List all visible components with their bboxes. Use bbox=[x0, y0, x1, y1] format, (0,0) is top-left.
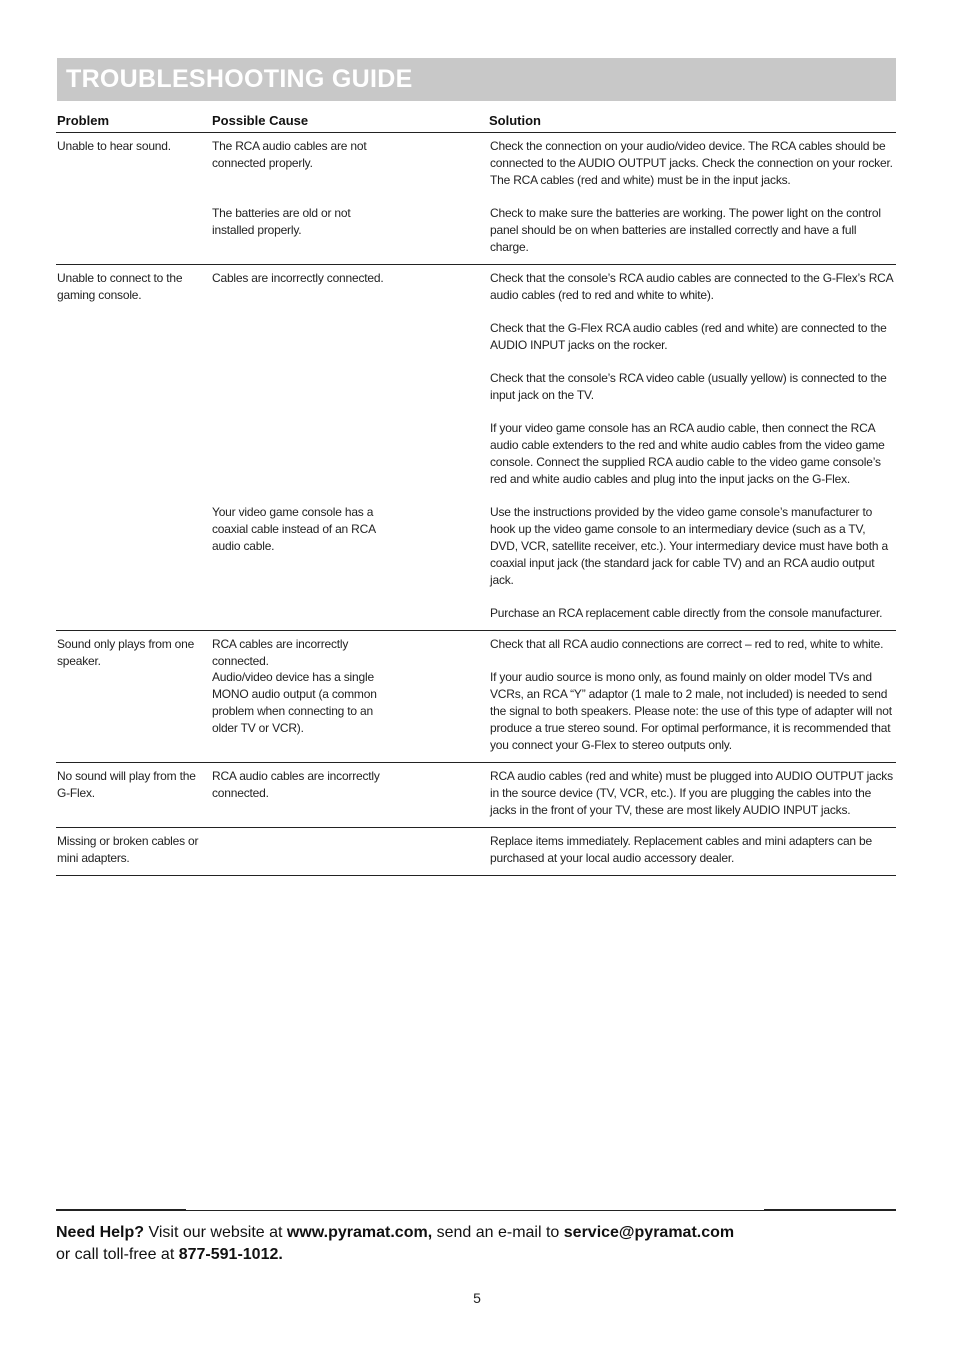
solution-cell bbox=[490, 270, 896, 488]
solution-cell bbox=[490, 138, 896, 189]
solution-text: Purchase an RCA replacement cable directly from the console manufacturer. bbox=[490, 606, 883, 620]
page-title: TROUBLESHOOTING GUIDE bbox=[66, 65, 413, 93]
help-footer bbox=[56, 1222, 906, 1266]
cause-row bbox=[56, 768, 896, 819]
table-row bbox=[56, 631, 896, 763]
need-help-label: Need Help? bbox=[56, 1224, 145, 1241]
solution-text: If your video game console has an RCA audio cable, then connect the RCA audio cable extenders to the red and white audio cables from the video game console. Connect the supplied RCA audio cable to the video game console’s red and white audio cables and plug into the input jacks on the G-Flex. bbox=[490, 421, 885, 486]
email-text: send an e-mail to bbox=[432, 1224, 564, 1241]
solution-text: If your audio source is mono only, as found mainly on older model TVs and VCRs, an RCA “Y” adaptor (1 male to 2 male, not included) is needed to send the signal to both speakers. Please note: the use of this type of adapter will not produce a true stereo sound. For optimal performance, it is recommended that you connect your G-Flex to stereo outputs only. bbox=[490, 670, 892, 752]
solution-text: Use the instructions provided by the video game console’s manufacturer to hook up the video game console to an intermediary device (such as a TV, DVD, VCR, satellite receiver, etc.). Your intermediary device must have both a coaxial input jack (the standard jack for cable TV) and an RCA audio output jack. bbox=[490, 505, 888, 587]
table-row bbox=[56, 265, 896, 631]
cause-row bbox=[56, 833, 896, 867]
solution-text: RCA audio cables (red and white) must be plugged into AUDIO OUTPUT jacks in the source device (TV, VCR, etc.). If you are plugging the cables into the jacks in the front of your TV, these are most likely AUDIO INPUT jacks. bbox=[490, 769, 893, 817]
solution-text: Replace items immediately. Replacement cables and mini adapters can be purchased at your local audio accessory dealer. bbox=[490, 834, 872, 865]
cause-cell: RCA cables are incorrectly connected. bbox=[212, 637, 349, 668]
solution-cell bbox=[490, 504, 896, 622]
cause-row bbox=[56, 669, 896, 754]
problem-cell: No sound will play from the G-Flex. bbox=[57, 769, 196, 800]
cause-row bbox=[56, 636, 896, 668]
solution-text: Check that the console’s RCA video cable (usually yellow) is connected to the input jack on the TV. bbox=[490, 371, 887, 402]
solution-cell bbox=[490, 205, 896, 256]
solution-text: Check the connection on your audio/video device. The RCA cables should be connected to the AUDIO OUTPUT jacks. Check the connection on your rocker. The RCA cables (red and white) must be in the input jacks. bbox=[490, 139, 893, 187]
solution-cell bbox=[490, 768, 896, 819]
solution-text: Check that all RCA audio connections are correct – red to red, white to white. bbox=[490, 637, 884, 651]
cause-cell: RCA audio cables are incorrectly connected. bbox=[212, 769, 380, 800]
cause-row bbox=[56, 270, 896, 488]
header-problem: Problem bbox=[57, 113, 110, 128]
cause-row bbox=[56, 205, 896, 256]
problem-cell: Unable to connect to the gaming console. bbox=[57, 271, 183, 302]
visit-text: Visit our website at bbox=[144, 1224, 287, 1241]
cause-cell: Cables are incorrectly connected. bbox=[212, 271, 384, 285]
solution-text: Check that the G-Flex RCA audio cables (red and white) are connected to the AUDIO INPUT jacks on the rocker. bbox=[490, 321, 887, 352]
table-header bbox=[56, 112, 896, 133]
call-text: or call toll-free at bbox=[56, 1246, 179, 1263]
solution-cell bbox=[490, 636, 896, 653]
problem-cell: Sound only plays from one speaker. bbox=[57, 637, 195, 668]
page-number: 5 bbox=[473, 1290, 481, 1306]
solution-text: Check to make sure the batteries are working. The power light on the control panel should be on when batteries are installed correctly and have a full charge. bbox=[490, 206, 881, 254]
header-solution: Solution bbox=[489, 113, 541, 128]
solution-cell bbox=[490, 833, 896, 867]
cause-cell: The RCA audio cables are not connected properly. bbox=[212, 139, 367, 170]
cause-row bbox=[56, 504, 896, 622]
problem-cell: Unable to hear sound. bbox=[57, 139, 171, 153]
website-link[interactable]: www.pyramat.com, bbox=[286, 1224, 433, 1241]
cause-cell: Your video game console has a coaxial cable instead of an RCA audio cable. bbox=[212, 505, 376, 553]
table-row bbox=[56, 828, 896, 876]
phone-number: 877-591-1012. bbox=[178, 1246, 283, 1263]
solution-text: Check that the console’s RCA audio cables are connected to the G-Flex’s RCA audio cables (red to red and white to white). bbox=[490, 271, 893, 302]
cause-cell: Audio/video device has a single MONO audio output (a common problem when connecting to an older TV or VCR). bbox=[212, 670, 377, 735]
cause-row bbox=[56, 138, 896, 189]
cause-cell: The batteries are old or not installed properly. bbox=[212, 206, 351, 237]
footer-divider bbox=[56, 1210, 896, 1211]
header-cause: Possible Cause bbox=[212, 113, 309, 128]
table-row bbox=[56, 133, 896, 265]
title-bar bbox=[57, 58, 896, 101]
table-body bbox=[56, 133, 896, 876]
email-link[interactable]: service@pyramat.com bbox=[563, 1224, 735, 1241]
solution-cell bbox=[490, 669, 896, 754]
problem-cell: Missing or broken cables or mini adapters. bbox=[57, 834, 199, 865]
troubleshooting-table bbox=[56, 112, 896, 876]
table-row bbox=[56, 763, 896, 828]
